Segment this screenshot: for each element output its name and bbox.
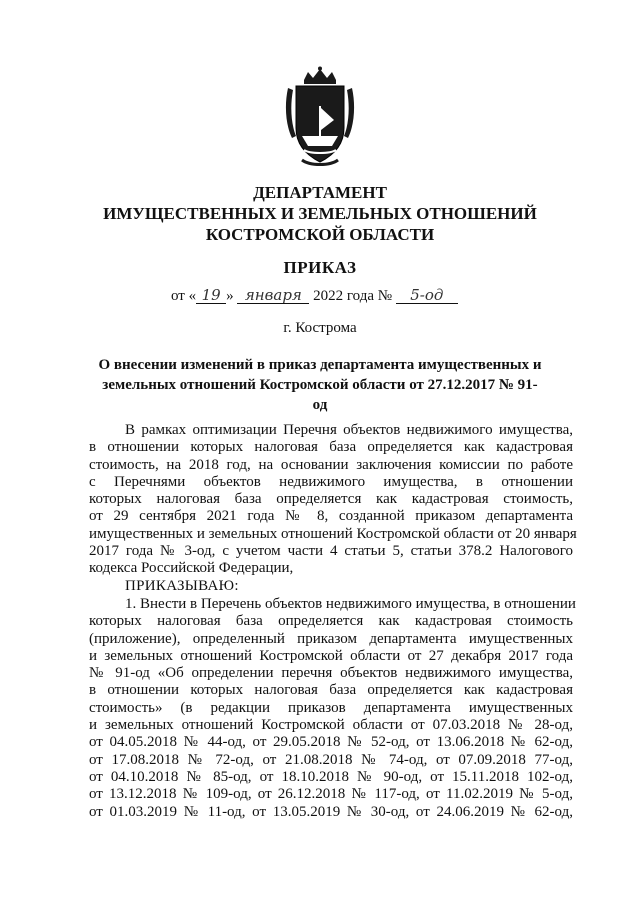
department-title-line1: ДЕПАРТАМЕНТ xyxy=(253,183,387,202)
department-title-line2: ИМУЩЕСТВЕННЫХ И ЗЕМЕЛЬНЫХ ОТНОШЕНИЙ xyxy=(103,204,537,223)
paragraph-line: от 29 сентября 2021 года № 8, созданной приказом департамента xyxy=(89,508,573,525)
paragraph-line: стоимость, на 2018 год, на основании заключения комиссии по работе xyxy=(89,456,573,473)
subject-line2: земельных отношений Костромской области от 27.12.2017 № 91-од xyxy=(102,377,538,413)
date-line xyxy=(171,287,458,305)
paragraph-line: с Перечнями объектов недвижимого имущества, в отношении xyxy=(89,473,573,490)
order-number: 5-од xyxy=(396,287,458,304)
date-month: января xyxy=(237,287,309,304)
paragraph-line: которых налоговая база определяется как кадастровая стоимость xyxy=(89,613,573,630)
city-line: г. Кострома xyxy=(283,320,357,336)
order-subject xyxy=(96,355,544,415)
subject-line1: О внесении изменений в приказ департамента имущественных и xyxy=(98,357,542,373)
paragraph-line: 2017 года № 3-од, с учетом части 4 статьи 5, статьи 378.2 Налогового xyxy=(89,543,573,560)
paragraph-line: и земельных отношений Костромской области от 27 декабря 2017 года xyxy=(89,647,573,664)
prikazyvayu-heading: ПРИКАЗЫВАЮ: xyxy=(125,578,239,594)
date-year-text: 2022 года № xyxy=(313,288,393,304)
paragraph-line: и земельных отношений Костромской области от 07.03.2018 № 28-од, xyxy=(89,717,573,734)
kostroma-coat-of-arms-icon xyxy=(282,66,358,168)
paragraph-line: от 13.12.2018 № 109-од, от 26.12.2018 № 117-од, от 11.02.2019 № 5-од, xyxy=(89,786,573,803)
paragraph-line: № 91-од «Об определении перечня объектов недвижимого имущества, xyxy=(89,665,573,682)
department-title-line3: КОСТРОМСКОЙ ОБЛАСТИ xyxy=(205,225,435,244)
paragraph-line: 1. Внести в Перечень объектов недвижимого имущества, в отношении xyxy=(125,596,576,612)
paragraph-line: (приложение), определенный приказом департамента имущественных xyxy=(89,630,573,647)
paragraph-line: от 04.10.2018 № 85-од, от 18.10.2018 № 90-од, от 15.11.2018 102-од, xyxy=(89,768,573,785)
paragraph-line: кодекса Российской Федерации, xyxy=(89,560,294,577)
paragraph-line: имущественных и земельных отношений Костромской области от 20 января xyxy=(89,525,577,542)
paragraph-line: В рамках оптимизации Перечня объектов недвижимого имущества, xyxy=(125,422,573,438)
paragraph-line: от 17.08.2018 № 72-од, от 21.08.2018 № 74-од, от 07.09.2018 77-од, xyxy=(89,751,573,768)
paragraph-line: стоимость» (в редакции приказов департамента имущественных xyxy=(89,699,573,716)
paragraph-line: от 04.05.2018 № 44-од, от 29.05.2018 № 52-од, от 13.06.2018 № 62-од, xyxy=(89,734,573,751)
document-type-heading: ПРИКАЗ xyxy=(283,258,357,277)
paragraph-line: которых налоговая база определяется как кадастровая стоимость, xyxy=(89,491,573,508)
paragraph-line: от 01.03.2019 № 11-од, от 13.05.2019 № 30-од, от 24.06.2019 № 62-од, xyxy=(89,803,573,820)
preamble-paragraph xyxy=(89,422,577,578)
date-prefix: от « xyxy=(171,288,197,304)
paragraph-line: в отношении которых налоговая база определяется как кадастровая xyxy=(89,682,573,699)
clause-1-paragraph xyxy=(89,596,576,821)
date-day: 19 xyxy=(196,287,226,304)
paragraph-line: в отношении которых налоговая база определяется как кадастровая xyxy=(89,439,573,456)
date-mid: » xyxy=(226,288,234,304)
